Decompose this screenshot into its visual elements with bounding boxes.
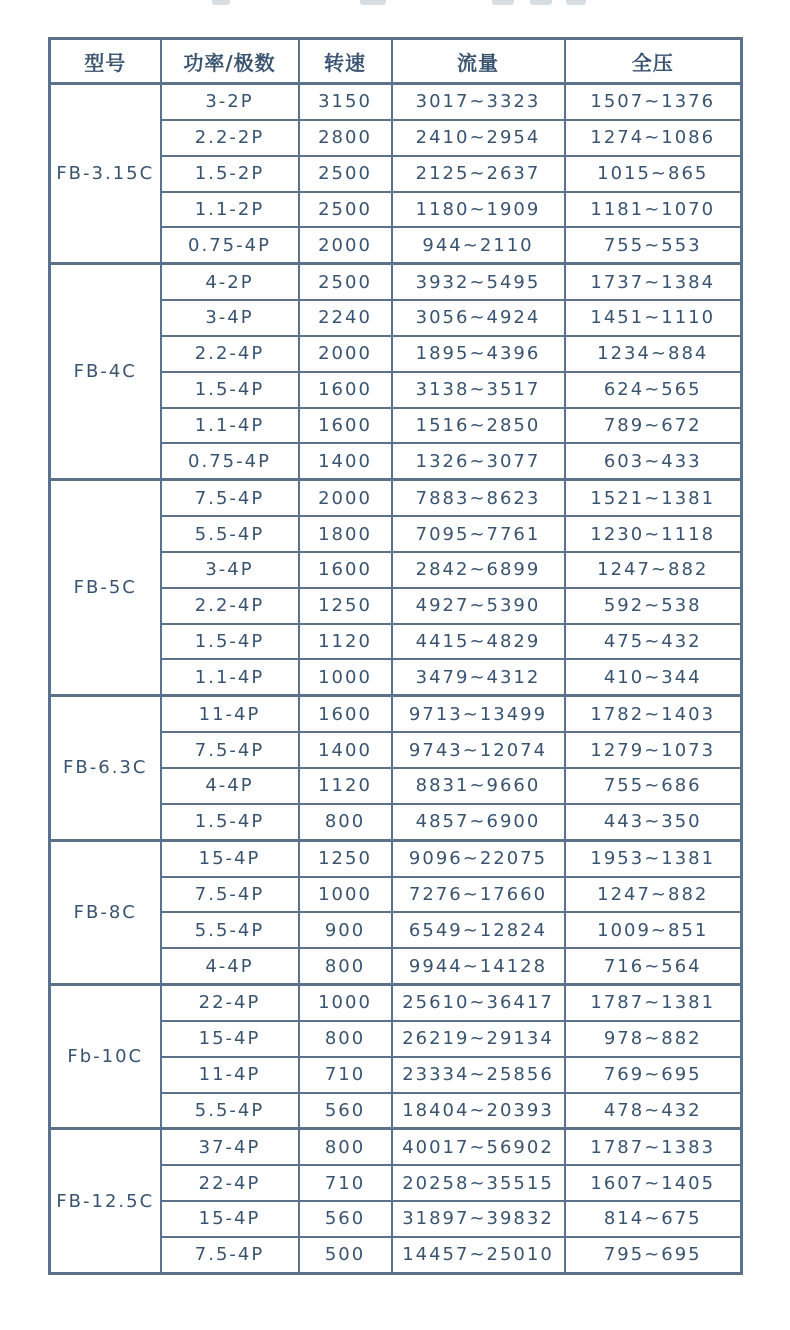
power-cell: 4-4P	[161, 948, 299, 984]
speed-cell: 1600	[299, 372, 392, 408]
power-cell: 1.1-2P	[161, 192, 299, 228]
power-cell: 5.5-4P	[161, 516, 299, 552]
speed-cell: 1000	[299, 985, 392, 1021]
speed-cell: 800	[299, 1021, 392, 1057]
table-row	[50, 985, 742, 1021]
pressure-cell: 443~350	[565, 804, 742, 840]
pressure-cell: 795~695	[565, 1237, 742, 1274]
power-cell: 22-4P	[161, 1165, 299, 1201]
pressure-cell: 475~432	[565, 624, 742, 660]
speed-cell: 2000	[299, 480, 392, 516]
power-cell: 22-4P	[161, 985, 299, 1021]
table-body	[50, 84, 742, 1274]
flow-cell: 26219~29134	[392, 1021, 565, 1057]
power-cell: 1.5-2P	[161, 156, 299, 192]
model-cell: Fb-10C	[50, 985, 161, 1129]
speed-cell: 710	[299, 1057, 392, 1093]
power-cell: 1.5-4P	[161, 624, 299, 660]
flow-cell: 3479~4312	[392, 659, 565, 695]
power-cell: 15-4P	[161, 1021, 299, 1057]
flow-cell: 7276~17660	[392, 877, 565, 913]
power-cell: 2.2-4P	[161, 588, 299, 624]
flow-cell: 2410~2954	[392, 120, 565, 156]
power-cell: 1.5-4P	[161, 804, 299, 840]
speed-cell: 2500	[299, 264, 392, 300]
pressure-cell: 1787~1383	[565, 1129, 742, 1165]
pressure-cell: 1782~1403	[565, 696, 742, 732]
pressure-cell: 624~565	[565, 372, 742, 408]
table-row	[50, 84, 742, 120]
speed-cell: 710	[299, 1165, 392, 1201]
power-cell: 3-2P	[161, 84, 299, 120]
speed-cell: 1600	[299, 552, 392, 588]
speed-cell: 1600	[299, 408, 392, 444]
model-cell: FB-5C	[50, 480, 161, 696]
speed-cell: 1250	[299, 588, 392, 624]
pressure-cell: 1737~1384	[565, 264, 742, 300]
power-cell: 11-4P	[161, 1057, 299, 1093]
pressure-cell: 410~344	[565, 659, 742, 695]
table-row	[50, 696, 742, 732]
pressure-cell: 1009~851	[565, 912, 742, 948]
pressure-cell: 1247~882	[565, 877, 742, 913]
speed-cell: 560	[299, 1201, 392, 1237]
flow-cell: 9944~14128	[392, 948, 565, 984]
flow-cell: 23334~25856	[392, 1057, 565, 1093]
speed-cell: 1400	[299, 732, 392, 768]
speed-cell: 900	[299, 912, 392, 948]
power-cell: 7.5-4P	[161, 732, 299, 768]
flow-cell: 14457~25010	[392, 1237, 565, 1274]
speed-cell: 1000	[299, 659, 392, 695]
flow-cell: 944~2110	[392, 227, 565, 263]
header-row	[50, 39, 742, 84]
speed-cell: 1250	[299, 840, 392, 876]
speed-cell: 2500	[299, 156, 392, 192]
pressure-cell: 1234~884	[565, 336, 742, 372]
power-cell: 4-4P	[161, 768, 299, 804]
flow-cell: 31897~39832	[392, 1201, 565, 1237]
pressure-cell: 478~432	[565, 1093, 742, 1129]
pressure-cell: 1279~1073	[565, 732, 742, 768]
pressure-cell: 603~433	[565, 443, 742, 479]
flow-cell: 3138~3517	[392, 372, 565, 408]
pressure-cell: 755~553	[565, 227, 742, 263]
flow-cell: 9743~12074	[392, 732, 565, 768]
flow-cell: 3932~5495	[392, 264, 565, 300]
speed-cell: 1120	[299, 768, 392, 804]
pressure-cell: 1521~1381	[565, 480, 742, 516]
speed-cell: 2000	[299, 227, 392, 263]
power-cell: 15-4P	[161, 1201, 299, 1237]
power-cell: 7.5-4P	[161, 1237, 299, 1274]
table-row	[50, 264, 742, 300]
pressure-cell: 1181~1070	[565, 192, 742, 228]
speed-cell: 1120	[299, 624, 392, 660]
speed-cell: 2800	[299, 120, 392, 156]
power-cell: 1.1-4P	[161, 408, 299, 444]
header-power-poles: 功率/极数	[161, 39, 299, 84]
pressure-cell: 1953~1381	[565, 840, 742, 876]
pressure-cell: 755~686	[565, 768, 742, 804]
power-cell: 1.5-4P	[161, 372, 299, 408]
pressure-cell: 978~882	[565, 1021, 742, 1057]
table-row	[50, 1129, 742, 1165]
pressure-cell: 592~538	[565, 588, 742, 624]
power-cell: 15-4P	[161, 840, 299, 876]
model-cell: FB-4C	[50, 264, 161, 480]
flow-cell: 40017~56902	[392, 1129, 565, 1165]
pressure-cell: 1607~1405	[565, 1165, 742, 1201]
header-total-pressure: 全压	[565, 39, 742, 84]
flow-cell: 7883~8623	[392, 480, 565, 516]
pressure-cell: 1015~865	[565, 156, 742, 192]
pressure-cell: 716~564	[565, 948, 742, 984]
power-cell: 5.5-4P	[161, 912, 299, 948]
speed-cell: 1000	[299, 877, 392, 913]
flow-cell: 4857~6900	[392, 804, 565, 840]
pressure-cell: 769~695	[565, 1057, 742, 1093]
speed-cell: 1400	[299, 443, 392, 479]
table-row	[50, 480, 742, 516]
model-cell: FB-8C	[50, 840, 161, 984]
pressure-cell: 1787~1381	[565, 985, 742, 1021]
power-cell: 37-4P	[161, 1129, 299, 1165]
speed-cell: 2000	[299, 336, 392, 372]
pressure-cell: 814~675	[565, 1201, 742, 1237]
power-cell: 2.2-2P	[161, 120, 299, 156]
power-cell: 7.5-4P	[161, 480, 299, 516]
speed-cell: 800	[299, 948, 392, 984]
flow-cell: 4415~4829	[392, 624, 565, 660]
header-model: 型号	[50, 39, 161, 84]
flow-cell: 1895~4396	[392, 336, 565, 372]
flow-cell: 3017~3323	[392, 84, 565, 120]
table-header	[50, 39, 742, 84]
flow-cell: 6549~12824	[392, 912, 565, 948]
power-cell: 4-2P	[161, 264, 299, 300]
power-cell: 11-4P	[161, 696, 299, 732]
flow-cell: 7095~7761	[392, 516, 565, 552]
flow-cell: 18404~20393	[392, 1093, 565, 1129]
flow-cell: 1326~3077	[392, 443, 565, 479]
flow-cell: 1180~1909	[392, 192, 565, 228]
flow-cell: 1516~2850	[392, 408, 565, 444]
power-cell: 1.1-4P	[161, 659, 299, 695]
speed-cell: 500	[299, 1237, 392, 1274]
header-flow: 流量	[392, 39, 565, 84]
flow-cell: 8831~9660	[392, 768, 565, 804]
model-cell: FB-3.15C	[50, 84, 161, 264]
power-cell: 0.75-4P	[161, 227, 299, 263]
power-cell: 5.5-4P	[161, 1093, 299, 1129]
power-cell: 0.75-4P	[161, 443, 299, 479]
pressure-cell: 1451~1110	[565, 300, 742, 336]
pressure-cell: 1274~1086	[565, 120, 742, 156]
flow-cell: 25610~36417	[392, 985, 565, 1021]
speed-cell: 2240	[299, 300, 392, 336]
speed-cell: 3150	[299, 84, 392, 120]
flow-cell: 9096~22075	[392, 840, 565, 876]
speed-cell: 1800	[299, 516, 392, 552]
flow-cell: 4927~5390	[392, 588, 565, 624]
power-cell: 7.5-4P	[161, 877, 299, 913]
pressure-cell: 1230~1118	[565, 516, 742, 552]
pressure-cell: 1507~1376	[565, 84, 742, 120]
speed-cell: 560	[299, 1093, 392, 1129]
table-row	[50, 840, 742, 876]
flow-cell: 2125~2637	[392, 156, 565, 192]
power-cell: 2.2-4P	[161, 336, 299, 372]
speed-cell: 800	[299, 1129, 392, 1165]
model-cell: FB-6.3C	[50, 696, 161, 840]
pressure-cell: 789~672	[565, 408, 742, 444]
top-cropped-text-remnant	[200, 0, 600, 6]
model-cell: FB-12.5C	[50, 1129, 161, 1274]
header-speed: 转速	[299, 39, 392, 84]
power-cell: 3-4P	[161, 300, 299, 336]
speed-cell: 1600	[299, 696, 392, 732]
flow-cell: 20258~35515	[392, 1165, 565, 1201]
speed-cell: 2500	[299, 192, 392, 228]
fan-spec-table	[48, 37, 743, 1275]
flow-cell: 3056~4924	[392, 300, 565, 336]
speed-cell: 800	[299, 804, 392, 840]
flow-cell: 2842~6899	[392, 552, 565, 588]
power-cell: 3-4P	[161, 552, 299, 588]
pressure-cell: 1247~882	[565, 552, 742, 588]
flow-cell: 9713~13499	[392, 696, 565, 732]
